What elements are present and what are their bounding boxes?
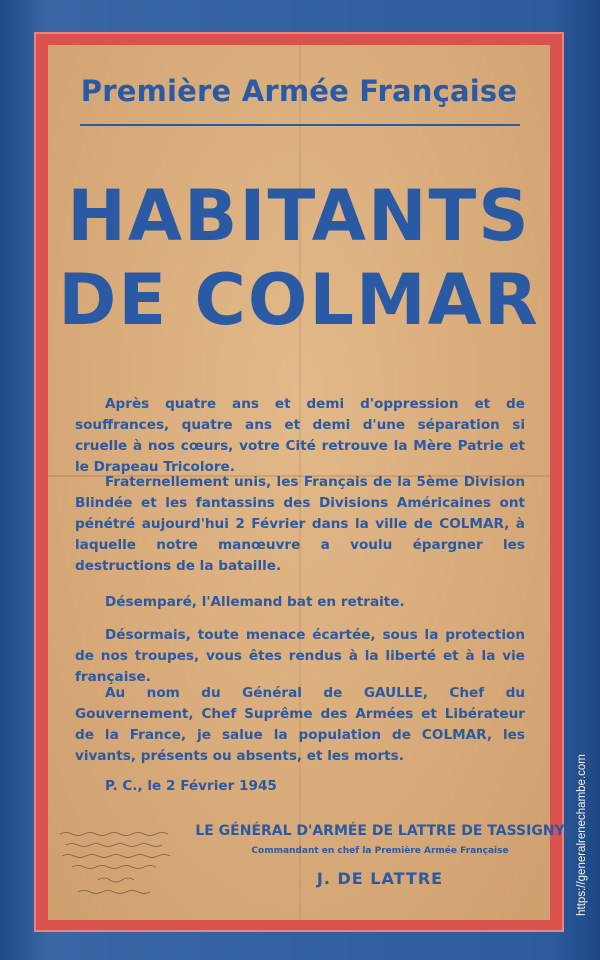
handwritten-dedication: [58, 828, 198, 900]
paragraph-1: Après quatre ans et demi d'oppression et de souffrances, quatre ans et demi d'une séparation si cruelle à nos cœurs, votre Cité retrouve la Mère Patrie et le Drapeau Tricolore.: [75, 396, 525, 475]
signature-name: J. DE LATTRE: [316, 869, 444, 888]
poster-heading: Première Armée Française: [80, 74, 518, 108]
heading-rule: [80, 124, 520, 126]
paragraph-3: Désemparé, l'Allemand bat en retraite.: [105, 594, 405, 610]
signature-title: Commandant en chef la Première Armée Française: [251, 846, 509, 856]
watermark-text: https://generalrenechambe.com: [576, 754, 589, 916]
paragraph-4: Désormais, toute menace écartée, sous la protection de nos troupes, vous êtes rendus à la liberté et à la vie française.: [75, 627, 525, 685]
watermark: [570, 720, 594, 950]
date-line: P. C., le 2 Février 1945: [105, 778, 277, 794]
signature-rank: LE GÉNÉRAL D'ARMÉE DE LATTRE DE TASSIGNY: [195, 823, 565, 839]
title-line-2: DE COLMAR: [58, 259, 540, 341]
title-line-1: HABITANTS: [67, 175, 531, 257]
poster-title: [48, 174, 550, 342]
paragraph-5: Au nom du Général de GAULLE, Chef du Gouvernement, Chef Suprême des Armées et Libérateur de la France, je salue la population de COLMAR, les vivants, présents ou absents, et les morts.: [75, 685, 525, 764]
paragraph-2: Fraternellement unis, les Français de la 5ème Division Blindée et les fantassins des Divisions Américaines ont pénétré aujourd'hui 2 Février dans la ville de COLMAR, à laquelle notre manœuvre a voulu épargner les destructions de la bataille.: [75, 474, 525, 574]
